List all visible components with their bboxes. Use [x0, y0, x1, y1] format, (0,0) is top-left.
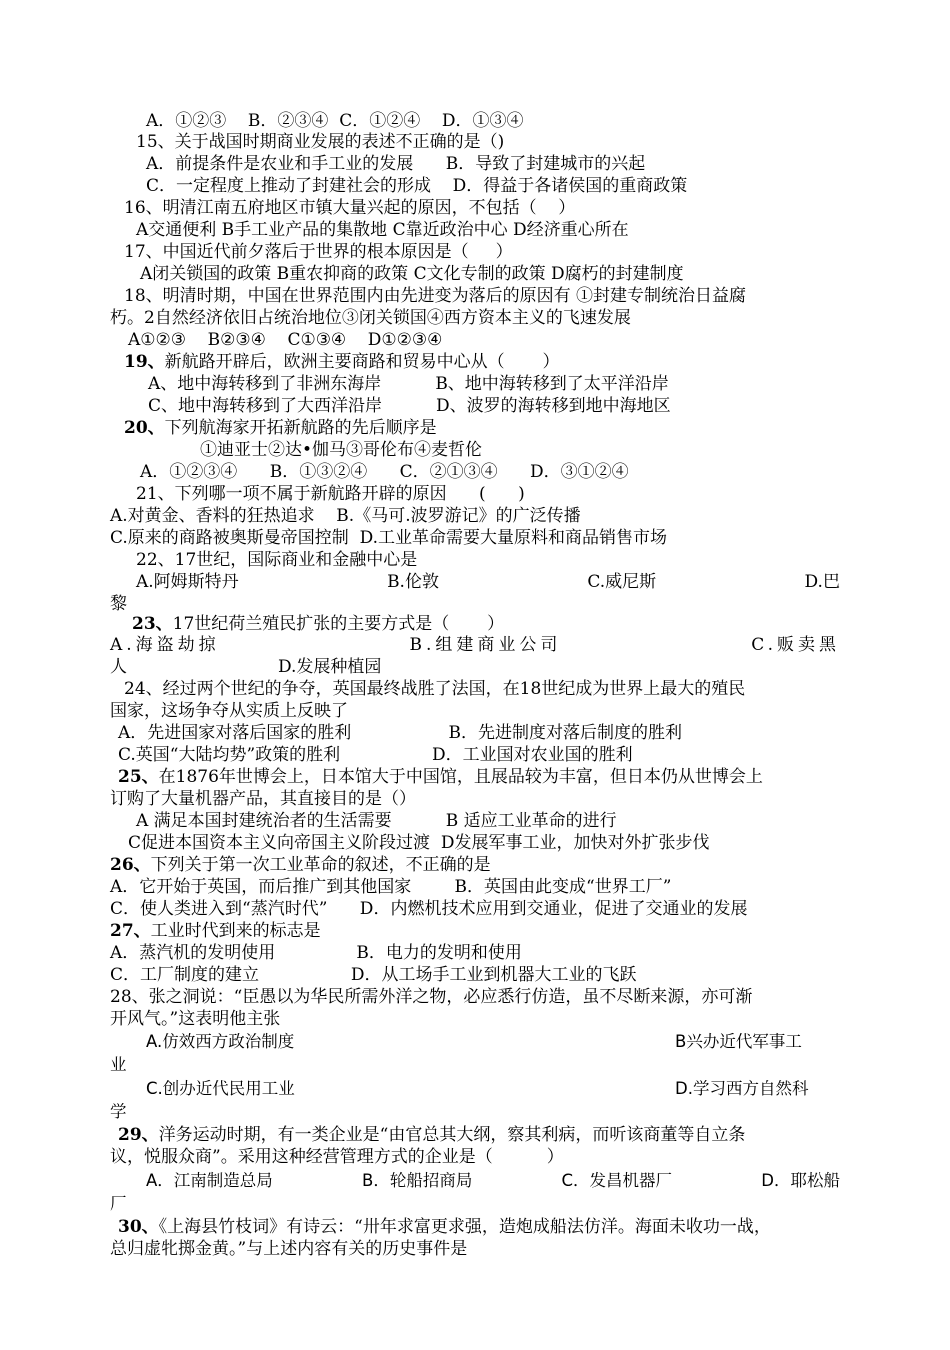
- option-a: A.海盗劫掠: [110, 635, 220, 655]
- question-21: 21、下列哪一项不属于新航路开辟的原因 ( ): [136, 484, 525, 504]
- option-c: C.贩卖黑: [751, 635, 840, 655]
- question-number: 26、: [110, 855, 151, 875]
- option-b: B.组建商业公司: [409, 635, 562, 655]
- options-q17: A闭关锁国的政策 B重农抑商的政策 C文化专制的政策 D腐朽的封建制度: [140, 264, 684, 284]
- question-29-line2: 议，悦服众商”。采用这种经营管理方式的企业是（ ）: [110, 1147, 564, 1167]
- question-28-line1: 28、张之洞说：“臣愚以为华民所需外洋之物，必应悉行仿造，虽不尽断来源，亦可渐: [110, 987, 753, 1007]
- options-q18: A①②③ B②③④ C①③④ D①②③④: [128, 330, 443, 350]
- options-q21-cd: C.原来的商路被奥斯曼帝国控制 D.工业革命需要大量原料和商品销售市场: [110, 528, 668, 548]
- question-18-line1: 18、明清时期，中国在世界范围内由先进变为落后的原因有 ①封建专制统治日益腐: [124, 286, 747, 306]
- option-q28-c: C.创办近代民用工业: [146, 1079, 295, 1098]
- option-b: B．轮船招商局: [362, 1171, 473, 1190]
- options-q26-ab: A．它开始于英国，而后推广到其他国家 B．英国由此变成“世界工厂”: [110, 877, 672, 897]
- options-q22: [136, 571, 840, 593]
- question-number: 19、: [124, 352, 165, 372]
- question-number: 29、: [118, 1125, 159, 1145]
- options-q24-ab: A．先进国家对落后国家的胜利 B．先进制度对落后制度的胜利: [118, 723, 683, 743]
- options-q27-ab: A．蒸汽机的发明使用 B．电力的发明和使用: [110, 943, 522, 963]
- option-a: A．江南制造总局: [146, 1171, 273, 1190]
- question-16: 16、明清江南五府地区市镇大量兴起的原因，不包括（ ）: [124, 198, 576, 218]
- question-23: 23、17世纪荷兰殖民扩张的主要方式是（ ）: [132, 614, 505, 634]
- options-q15-ab: A．前提条件是农业和手工业的发展 B．导致了封建城市的兴起: [146, 154, 646, 174]
- question-30-line1: 30、《上海县竹枝词》有诗云：“卅年求富更求强，造炮成船法仿洋。海面未收功一战，: [118, 1217, 771, 1237]
- option-a: A.阿姆斯特丹: [136, 572, 239, 592]
- question-30-line2: 总归虚牝掷金黄。”与上述内容有关的历史事件是: [110, 1239, 468, 1259]
- question-number: 23、: [132, 614, 173, 634]
- question-20: 20、下列航海家开拓新航路的先后顺序是: [124, 418, 437, 438]
- option-d: D．耶松船: [761, 1171, 840, 1190]
- options-q14: A．①②③ B．②③④ C．①②④ D．①③④: [146, 111, 524, 131]
- question-18-line2: 朽。2自然经济依旧占统治地位③闭关锁国④西方资本主义的飞速发展: [110, 308, 631, 328]
- question-27: 27、工业时代到来的标志是: [110, 921, 321, 941]
- options-q25-ab: A 满足本国封建统治者的生活需要 B 适应工业革命的进行: [136, 811, 617, 831]
- option-q28-d-wrap: 学: [110, 1102, 127, 1121]
- options-q21-ab: A.对黄金、香料的狂热追求 B.《马可.波罗游记》的广泛传播: [110, 506, 581, 526]
- options-q23-wrap-c: 人: [110, 657, 127, 677]
- question-17: 17、中国近代前夕落后于世界的根本原因是（ ）: [124, 242, 513, 262]
- option-c: C．发昌机器厂: [561, 1171, 673, 1190]
- option-q28-a: A.仿效西方政治制度: [146, 1032, 295, 1051]
- options-q19-ab: A、地中海转移到了非洲东海岸 B、地中海转移到了太平洋沿岸: [148, 374, 669, 394]
- options-q27-cd: C．工厂制度的建立 D．从工场手工业到机器大工业的飞跃: [110, 965, 637, 985]
- options-q23: [110, 634, 840, 656]
- question-15: 15、关于战国时期商业发展的表述不正确的是（): [136, 132, 505, 152]
- question-24-line2: 国家，这场争夺从实质上反映了: [110, 701, 348, 721]
- question-25-line2: 订购了大量机器产品，其直接目的是（）: [110, 789, 416, 809]
- options-q24-cd: C.英国“大陆均势”政策的胜利 D．工业国对农业国的胜利: [118, 745, 633, 765]
- question-25-line1: 25、在1876年世博会上，日本馆大于中国馆，且展品较为丰富，但日本仍从世博会上: [118, 767, 763, 787]
- question-22: 22、17世纪，国际商业和金融中心是: [136, 550, 418, 570]
- option-b: B.伦敦: [387, 572, 439, 592]
- question-number: 30、: [118, 1217, 159, 1237]
- question-19: 19、新航路开辟后，欧洲主要商路和贸易中心从（ ）: [124, 352, 560, 372]
- option-c: C.威尼斯: [587, 572, 657, 592]
- options-q29: [146, 1170, 840, 1192]
- question-number: 20、: [124, 418, 165, 438]
- question-26: 26、下列关于第一次工业革命的叙述，不正确的是: [110, 855, 491, 875]
- option-q28-b-wrap: 业: [110, 1055, 127, 1074]
- question-29-line1: 29、洋务运动时期，有一类企业是“由官总其大纲，察其利病，而听该商董等自立条: [118, 1125, 746, 1145]
- options-q16: A交通便利 B手工业产品的集散地 C靠近政治中心 D经济重心所在: [136, 220, 629, 240]
- options-q20: A．①②③④ B．①③②④ C．②①③④ D．③①②④: [140, 462, 629, 482]
- option-q28-d: D.学习西方自然科: [675, 1079, 809, 1098]
- options-q23-d: D.发展种植园: [278, 657, 382, 677]
- question-number: 27、: [110, 921, 151, 941]
- options-q25-cd: C促进本国资本主义向帝国主义阶段过渡 D发展军事工业，加快对外扩张步伐: [128, 833, 710, 853]
- options-q22-wrap: 黎: [110, 594, 127, 614]
- options-q26-cd: C．使人类进入到“蒸汽时代” D．内燃机技术应用到交通业，促进了交通业的发展: [110, 899, 748, 919]
- option-q28-b: B兴办近代军事工: [675, 1032, 802, 1051]
- question-number: 25、: [118, 767, 159, 787]
- option-d: D.巴: [804, 572, 840, 592]
- question-20-items: ①迪亚士②达•伽马③哥伦布④麦哲伦: [200, 440, 483, 460]
- question-24-line1: 24、经过两个世纪的争夺，英国最终战胜了法国，在18世纪成为世界上最大的殖民: [124, 679, 746, 699]
- options-q29-wrap: 厂: [110, 1194, 127, 1213]
- options-q15-cd: C．一定程度上推动了封建社会的形成 D．得益于各诸侯国的重商政策: [146, 176, 688, 196]
- question-28-line2: 开风气。”这表明他主张: [110, 1009, 281, 1029]
- options-q19-cd: C、地中海转移到了大西洋沿岸 D、波罗的海转移到地中海地区: [148, 396, 671, 416]
